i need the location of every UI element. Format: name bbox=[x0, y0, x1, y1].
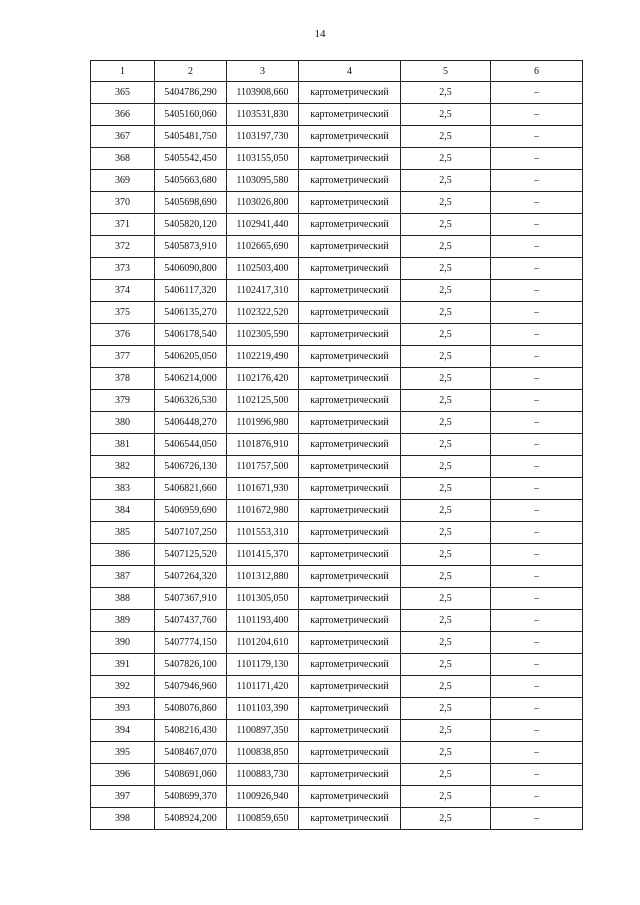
table-row bbox=[91, 434, 583, 456]
point-number-cell: 377 bbox=[91, 346, 155, 368]
description-cell: – bbox=[491, 148, 583, 170]
y-coordinate-cell: 1100883,730 bbox=[227, 764, 299, 786]
method-cell: картометрический bbox=[299, 82, 401, 104]
accuracy-cell: 2,5 bbox=[401, 764, 491, 786]
point-number-cell: 379 bbox=[91, 390, 155, 412]
accuracy-cell: 2,5 bbox=[401, 434, 491, 456]
x-coordinate-cell: 5406326,530 bbox=[155, 390, 227, 412]
point-number-cell: 374 bbox=[91, 280, 155, 302]
y-coordinate-cell: 1100926,940 bbox=[227, 786, 299, 808]
method-cell: картометрический bbox=[299, 478, 401, 500]
x-coordinate-cell: 5408924,200 bbox=[155, 808, 227, 830]
column-header-6: 6 bbox=[491, 61, 583, 82]
method-cell: картометрический bbox=[299, 456, 401, 478]
description-cell: – bbox=[491, 302, 583, 324]
point-number-cell: 376 bbox=[91, 324, 155, 346]
table-row bbox=[91, 808, 583, 830]
accuracy-cell: 2,5 bbox=[401, 808, 491, 830]
point-number-cell: 365 bbox=[91, 82, 155, 104]
method-cell: картометрический bbox=[299, 676, 401, 698]
x-coordinate-cell: 5408699,370 bbox=[155, 786, 227, 808]
y-coordinate-cell: 1100859,650 bbox=[227, 808, 299, 830]
method-cell: картометрический bbox=[299, 588, 401, 610]
x-coordinate-cell: 5406117,320 bbox=[155, 280, 227, 302]
description-cell: – bbox=[491, 236, 583, 258]
accuracy-cell: 2,5 bbox=[401, 456, 491, 478]
point-number-cell: 386 bbox=[91, 544, 155, 566]
x-coordinate-cell: 5406135,270 bbox=[155, 302, 227, 324]
y-coordinate-cell: 1101672,980 bbox=[227, 500, 299, 522]
point-number-cell: 381 bbox=[91, 434, 155, 456]
description-cell: – bbox=[491, 786, 583, 808]
x-coordinate-cell: 5405542,450 bbox=[155, 148, 227, 170]
accuracy-cell: 2,5 bbox=[401, 192, 491, 214]
table-row bbox=[91, 566, 583, 588]
point-number-cell: 382 bbox=[91, 456, 155, 478]
table-row bbox=[91, 676, 583, 698]
method-cell: картометрический bbox=[299, 324, 401, 346]
point-number-cell: 366 bbox=[91, 104, 155, 126]
accuracy-cell: 2,5 bbox=[401, 280, 491, 302]
method-cell: картометрический bbox=[299, 148, 401, 170]
point-number-cell: 369 bbox=[91, 170, 155, 192]
accuracy-cell: 2,5 bbox=[401, 236, 491, 258]
table-row bbox=[91, 654, 583, 676]
table-row bbox=[91, 258, 583, 280]
x-coordinate-cell: 5406821,660 bbox=[155, 478, 227, 500]
x-coordinate-cell: 5408076,860 bbox=[155, 698, 227, 720]
y-coordinate-cell: 1102941,440 bbox=[227, 214, 299, 236]
table-row bbox=[91, 764, 583, 786]
y-coordinate-cell: 1103155,050 bbox=[227, 148, 299, 170]
point-number-cell: 391 bbox=[91, 654, 155, 676]
accuracy-cell: 2,5 bbox=[401, 588, 491, 610]
description-cell: – bbox=[491, 566, 583, 588]
description-cell: – bbox=[491, 742, 583, 764]
x-coordinate-cell: 5407946,960 bbox=[155, 676, 227, 698]
column-header-1: 1 bbox=[91, 61, 155, 82]
method-cell: картометрический bbox=[299, 346, 401, 368]
description-cell: – bbox=[491, 654, 583, 676]
x-coordinate-cell: 5406726,130 bbox=[155, 456, 227, 478]
description-cell: – bbox=[491, 192, 583, 214]
point-number-cell: 398 bbox=[91, 808, 155, 830]
point-number-cell: 383 bbox=[91, 478, 155, 500]
description-cell: – bbox=[491, 522, 583, 544]
y-coordinate-cell: 1101179,130 bbox=[227, 654, 299, 676]
y-coordinate-cell: 1101103,390 bbox=[227, 698, 299, 720]
point-number-cell: 371 bbox=[91, 214, 155, 236]
table-header-row bbox=[91, 61, 583, 82]
method-cell: картометрический bbox=[299, 104, 401, 126]
point-number-cell: 390 bbox=[91, 632, 155, 654]
accuracy-cell: 2,5 bbox=[401, 390, 491, 412]
table-row bbox=[91, 148, 583, 170]
accuracy-cell: 2,5 bbox=[401, 742, 491, 764]
description-cell: – bbox=[491, 280, 583, 302]
x-coordinate-cell: 5406214,000 bbox=[155, 368, 227, 390]
method-cell: картометрический bbox=[299, 412, 401, 434]
point-number-cell: 375 bbox=[91, 302, 155, 324]
accuracy-cell: 2,5 bbox=[401, 412, 491, 434]
method-cell: картометрический bbox=[299, 654, 401, 676]
point-number-cell: 389 bbox=[91, 610, 155, 632]
accuracy-cell: 2,5 bbox=[401, 610, 491, 632]
y-coordinate-cell: 1102322,520 bbox=[227, 302, 299, 324]
point-number-cell: 368 bbox=[91, 148, 155, 170]
accuracy-cell: 2,5 bbox=[401, 786, 491, 808]
method-cell: картометрический bbox=[299, 434, 401, 456]
description-cell: – bbox=[491, 258, 583, 280]
method-cell: картометрический bbox=[299, 192, 401, 214]
accuracy-cell: 2,5 bbox=[401, 654, 491, 676]
y-coordinate-cell: 1101757,500 bbox=[227, 456, 299, 478]
x-coordinate-cell: 5406544,050 bbox=[155, 434, 227, 456]
table-row bbox=[91, 104, 583, 126]
table-row bbox=[91, 742, 583, 764]
table-row bbox=[91, 786, 583, 808]
y-coordinate-cell: 1102665,690 bbox=[227, 236, 299, 258]
point-number-cell: 370 bbox=[91, 192, 155, 214]
method-cell: картометрический bbox=[299, 698, 401, 720]
description-cell: – bbox=[491, 588, 583, 610]
accuracy-cell: 2,5 bbox=[401, 302, 491, 324]
table-row bbox=[91, 412, 583, 434]
x-coordinate-cell: 5405160,060 bbox=[155, 104, 227, 126]
accuracy-cell: 2,5 bbox=[401, 170, 491, 192]
description-cell: – bbox=[491, 434, 583, 456]
y-coordinate-cell: 1103095,580 bbox=[227, 170, 299, 192]
method-cell: картометрический bbox=[299, 566, 401, 588]
y-coordinate-cell: 1101876,910 bbox=[227, 434, 299, 456]
y-coordinate-cell: 1101305,050 bbox=[227, 588, 299, 610]
table-row bbox=[91, 324, 583, 346]
description-cell: – bbox=[491, 104, 583, 126]
accuracy-cell: 2,5 bbox=[401, 522, 491, 544]
x-coordinate-cell: 5405698,690 bbox=[155, 192, 227, 214]
table-row bbox=[91, 170, 583, 192]
description-cell: – bbox=[491, 324, 583, 346]
method-cell: картометрический bbox=[299, 500, 401, 522]
table-row bbox=[91, 82, 583, 104]
accuracy-cell: 2,5 bbox=[401, 82, 491, 104]
accuracy-cell: 2,5 bbox=[401, 566, 491, 588]
column-header-3: 3 bbox=[227, 61, 299, 82]
point-number-cell: 394 bbox=[91, 720, 155, 742]
y-coordinate-cell: 1102417,310 bbox=[227, 280, 299, 302]
y-coordinate-cell: 1103531,830 bbox=[227, 104, 299, 126]
point-number-cell: 367 bbox=[91, 126, 155, 148]
table-row bbox=[91, 478, 583, 500]
x-coordinate-cell: 5408216,430 bbox=[155, 720, 227, 742]
table-row bbox=[91, 720, 583, 742]
point-number-cell: 395 bbox=[91, 742, 155, 764]
method-cell: картометрический bbox=[299, 786, 401, 808]
table-row bbox=[91, 280, 583, 302]
x-coordinate-cell: 5405663,680 bbox=[155, 170, 227, 192]
table-row bbox=[91, 192, 583, 214]
y-coordinate-cell: 1102125,500 bbox=[227, 390, 299, 412]
point-number-cell: 396 bbox=[91, 764, 155, 786]
description-cell: – bbox=[491, 632, 583, 654]
point-number-cell: 378 bbox=[91, 368, 155, 390]
accuracy-cell: 2,5 bbox=[401, 214, 491, 236]
description-cell: – bbox=[491, 126, 583, 148]
column-header-2: 2 bbox=[155, 61, 227, 82]
coordinates-table bbox=[90, 60, 583, 830]
method-cell: картометрический bbox=[299, 368, 401, 390]
description-cell: – bbox=[491, 456, 583, 478]
description-cell: – bbox=[491, 390, 583, 412]
x-coordinate-cell: 5407107,250 bbox=[155, 522, 227, 544]
x-coordinate-cell: 5406090,800 bbox=[155, 258, 227, 280]
y-coordinate-cell: 1102503,400 bbox=[227, 258, 299, 280]
method-cell: картометрический bbox=[299, 742, 401, 764]
y-coordinate-cell: 1101996,980 bbox=[227, 412, 299, 434]
description-cell: – bbox=[491, 478, 583, 500]
table-row bbox=[91, 390, 583, 412]
accuracy-cell: 2,5 bbox=[401, 346, 491, 368]
x-coordinate-cell: 5407774,150 bbox=[155, 632, 227, 654]
point-number-cell: 387 bbox=[91, 566, 155, 588]
y-coordinate-cell: 1101171,420 bbox=[227, 676, 299, 698]
point-number-cell: 372 bbox=[91, 236, 155, 258]
page-number: 14 bbox=[314, 28, 326, 40]
point-number-cell: 388 bbox=[91, 588, 155, 610]
accuracy-cell: 2,5 bbox=[401, 698, 491, 720]
x-coordinate-cell: 5405873,910 bbox=[155, 236, 227, 258]
accuracy-cell: 2,5 bbox=[401, 544, 491, 566]
method-cell: картометрический bbox=[299, 522, 401, 544]
column-header-5: 5 bbox=[401, 61, 491, 82]
y-coordinate-cell: 1101415,370 bbox=[227, 544, 299, 566]
table-row bbox=[91, 346, 583, 368]
method-cell: картометрический bbox=[299, 236, 401, 258]
x-coordinate-cell: 5408691,060 bbox=[155, 764, 227, 786]
description-cell: – bbox=[491, 346, 583, 368]
x-coordinate-cell: 5405820,120 bbox=[155, 214, 227, 236]
accuracy-cell: 2,5 bbox=[401, 324, 491, 346]
y-coordinate-cell: 1102176,420 bbox=[227, 368, 299, 390]
description-cell: – bbox=[491, 764, 583, 786]
method-cell: картометрический bbox=[299, 544, 401, 566]
y-coordinate-cell: 1101553,310 bbox=[227, 522, 299, 544]
accuracy-cell: 2,5 bbox=[401, 500, 491, 522]
y-coordinate-cell: 1101193,400 bbox=[227, 610, 299, 632]
table-row bbox=[91, 126, 583, 148]
description-cell: – bbox=[491, 610, 583, 632]
x-coordinate-cell: 5405481,750 bbox=[155, 126, 227, 148]
y-coordinate-cell: 1102305,590 bbox=[227, 324, 299, 346]
method-cell: картометрический bbox=[299, 632, 401, 654]
x-coordinate-cell: 5408467,070 bbox=[155, 742, 227, 764]
method-cell: картометрический bbox=[299, 280, 401, 302]
x-coordinate-cell: 5406959,690 bbox=[155, 500, 227, 522]
x-coordinate-cell: 5407125,520 bbox=[155, 544, 227, 566]
y-coordinate-cell: 1100897,350 bbox=[227, 720, 299, 742]
accuracy-cell: 2,5 bbox=[401, 258, 491, 280]
accuracy-cell: 2,5 bbox=[401, 126, 491, 148]
x-coordinate-cell: 5407264,320 bbox=[155, 566, 227, 588]
table-body bbox=[91, 82, 583, 830]
y-coordinate-cell: 1102219,490 bbox=[227, 346, 299, 368]
table-row bbox=[91, 588, 583, 610]
description-cell: – bbox=[491, 698, 583, 720]
table-row bbox=[91, 610, 583, 632]
x-coordinate-cell: 5407437,760 bbox=[155, 610, 227, 632]
y-coordinate-cell: 1101312,880 bbox=[227, 566, 299, 588]
table-row bbox=[91, 500, 583, 522]
table-row bbox=[91, 522, 583, 544]
accuracy-cell: 2,5 bbox=[401, 720, 491, 742]
method-cell: картометрический bbox=[299, 764, 401, 786]
method-cell: картометрический bbox=[299, 720, 401, 742]
description-cell: – bbox=[491, 676, 583, 698]
y-coordinate-cell: 1100838,850 bbox=[227, 742, 299, 764]
accuracy-cell: 2,5 bbox=[401, 632, 491, 654]
method-cell: картометрический bbox=[299, 214, 401, 236]
table-row bbox=[91, 214, 583, 236]
table-row bbox=[91, 544, 583, 566]
description-cell: – bbox=[491, 544, 583, 566]
accuracy-cell: 2,5 bbox=[401, 104, 491, 126]
point-number-cell: 373 bbox=[91, 258, 155, 280]
accuracy-cell: 2,5 bbox=[401, 368, 491, 390]
x-coordinate-cell: 5406448,270 bbox=[155, 412, 227, 434]
table-row bbox=[91, 368, 583, 390]
y-coordinate-cell: 1103197,730 bbox=[227, 126, 299, 148]
table-row bbox=[91, 302, 583, 324]
accuracy-cell: 2,5 bbox=[401, 148, 491, 170]
method-cell: картометрический bbox=[299, 258, 401, 280]
y-coordinate-cell: 1103026,800 bbox=[227, 192, 299, 214]
description-cell: – bbox=[491, 500, 583, 522]
y-coordinate-cell: 1101204,610 bbox=[227, 632, 299, 654]
column-header-4: 4 bbox=[299, 61, 401, 82]
description-cell: – bbox=[491, 720, 583, 742]
point-number-cell: 380 bbox=[91, 412, 155, 434]
description-cell: – bbox=[491, 808, 583, 830]
method-cell: картометрический bbox=[299, 126, 401, 148]
x-coordinate-cell: 5406205,050 bbox=[155, 346, 227, 368]
method-cell: картометрический bbox=[299, 390, 401, 412]
x-coordinate-cell: 5406178,540 bbox=[155, 324, 227, 346]
point-number-cell: 392 bbox=[91, 676, 155, 698]
y-coordinate-cell: 1103908,660 bbox=[227, 82, 299, 104]
description-cell: – bbox=[491, 412, 583, 434]
table-row bbox=[91, 236, 583, 258]
x-coordinate-cell: 5407826,100 bbox=[155, 654, 227, 676]
point-number-cell: 393 bbox=[91, 698, 155, 720]
x-coordinate-cell: 5404786,290 bbox=[155, 82, 227, 104]
table-row bbox=[91, 632, 583, 654]
accuracy-cell: 2,5 bbox=[401, 676, 491, 698]
table-row bbox=[91, 456, 583, 478]
point-number-cell: 385 bbox=[91, 522, 155, 544]
method-cell: картометрический bbox=[299, 610, 401, 632]
method-cell: картометрический bbox=[299, 170, 401, 192]
description-cell: – bbox=[491, 214, 583, 236]
description-cell: – bbox=[491, 170, 583, 192]
table-row bbox=[91, 698, 583, 720]
method-cell: картометрический bbox=[299, 808, 401, 830]
method-cell: картометрический bbox=[299, 302, 401, 324]
y-coordinate-cell: 1101671,930 bbox=[227, 478, 299, 500]
accuracy-cell: 2,5 bbox=[401, 478, 491, 500]
description-cell: – bbox=[491, 82, 583, 104]
description-cell: – bbox=[491, 368, 583, 390]
point-number-cell: 384 bbox=[91, 500, 155, 522]
point-number-cell: 397 bbox=[91, 786, 155, 808]
x-coordinate-cell: 5407367,910 bbox=[155, 588, 227, 610]
